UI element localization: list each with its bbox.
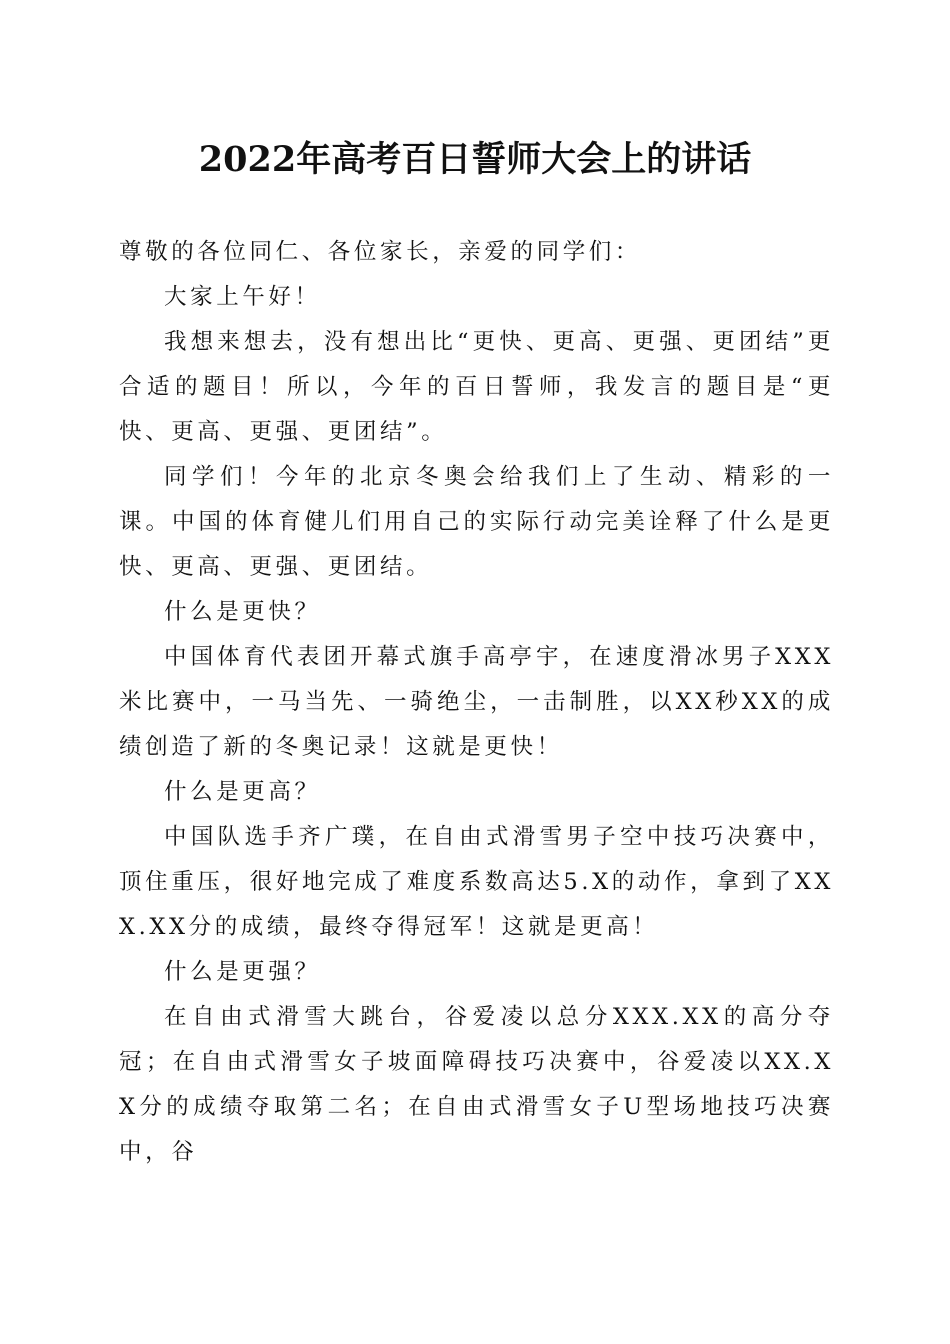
salutation-paragraph: 尊敬的各位同仁、各位家长，亲爱的同学们： (119, 239, 642, 265)
topic-paragraph: 我想来想去，没有想出比“更快、更高、更强、更团结”更合适的题目！所以，今年的百日誓师，我发言的题目是“更快、更高、更强、更团结”。 (119, 329, 834, 445)
faster-paragraph: 中国体育代表团开幕式旗手高亭宇，在速度滑冰男子XXX米比赛中，一马当先、一骑绝尘，一击制胜，以XX秒XX的成绩创造了新的冬奥记录！这就是更快！ (119, 644, 834, 760)
higher-paragraph: 中国队选手齐广璞，在自由式滑雪男子空中技巧决赛中，顶住重压，很好地完成了难度系数高达5.X的动作，拿到了XXX.XX分的成绩，最终夺得冠军！这就是更高！ (119, 824, 834, 940)
document-body (119, 230, 834, 1175)
stronger-question: 什么是更强？ (164, 959, 321, 985)
document-title: 2022年高考百日誓师大会上的讲话 (198, 139, 752, 180)
higher-question: 什么是更高？ (164, 779, 321, 805)
faster-question: 什么是更快？ (164, 599, 321, 625)
stronger-paragraph: 在自由式滑雪大跳台，谷爱凌以总分XXX.XX的高分夺冠；在自由式滑雪女子坡面障碍技巧决赛中，谷爱凌以XX.XX分的成绩夺取第二名；在自由式滑雪女子U型场地技巧决赛中，谷 (119, 1004, 834, 1165)
greeting-paragraph: 大家上午好！ (164, 284, 321, 310)
olympics-intro-paragraph: 同学们！今年的北京冬奥会给我们上了生动、精彩的一课。中国的体育健儿们用自己的实际行动完美诠释了什么是更快、更高、更强、更团结。 (119, 464, 834, 580)
